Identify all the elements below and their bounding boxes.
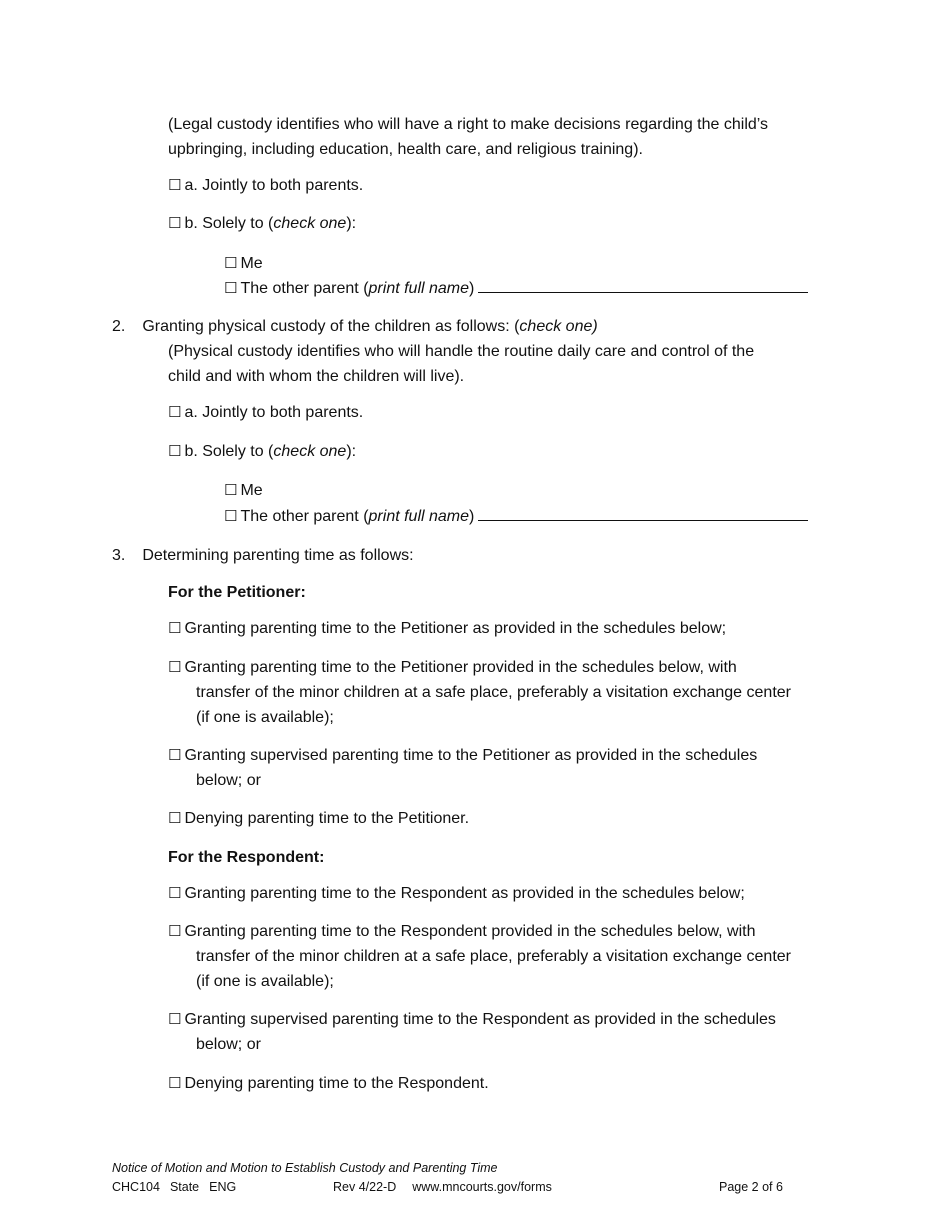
legal-opt-b-suffix: ): xyxy=(346,215,357,232)
physical-sole-me[interactable] xyxy=(224,478,263,503)
footer-form-code-text: CHC104 xyxy=(112,1180,160,1194)
petitioner-opt3-line1: Granting supervised parenting time to the Petitioner as provided in the schedules xyxy=(184,747,758,764)
footer-lang: ENG xyxy=(209,1180,237,1194)
checkbox-icon[interactable]: ☐ xyxy=(224,254,238,272)
petitioner-opt2-line3: (if one is available); xyxy=(196,709,334,726)
checkbox-icon[interactable]: ☐ xyxy=(168,214,182,232)
respondent-option-1[interactable] xyxy=(168,881,745,906)
legal-option-sole[interactable] xyxy=(168,211,356,236)
respondent-opt2-line3: (if one is available); xyxy=(196,973,334,990)
legal-custody-note xyxy=(168,112,768,162)
footer-page-number xyxy=(719,1179,783,1196)
petitioner-opt1-label: Granting parenting time to the Petitioner as provided in the schedules below; xyxy=(184,620,727,637)
physical-custody-heading xyxy=(112,314,598,339)
checkbox-icon[interactable]: ☐ xyxy=(168,809,182,827)
legal-opt-b-prefix: b. Solely to ( xyxy=(184,215,274,232)
physical-other-italic: print full name xyxy=(368,508,470,525)
physical-heading-italic: check one) xyxy=(519,318,598,335)
respondent-option-4[interactable] xyxy=(168,1071,489,1096)
petitioner-opt4-label: Denying parenting time to the Petitioner. xyxy=(184,810,470,827)
legal-option-joint[interactable] xyxy=(168,173,363,198)
legal-other-suffix: ) xyxy=(469,280,475,297)
physical-note-line2: child and with whom the children will live). xyxy=(168,368,465,385)
respondent-opt3-line1: Granting supervised parenting time to the Respondent as provided in the schedules xyxy=(184,1011,776,1028)
parenting-time-heading xyxy=(112,543,414,568)
petitioner-option-4[interactable] xyxy=(168,806,469,831)
petitioner-option-2[interactable] xyxy=(168,655,791,730)
petitioner-opt2-line2: transfer of the minor children at a safe place, preferably a visitation exchange center xyxy=(196,684,791,701)
footer-title-text: Notice of Motion and Motion to Establish Custody and Parenting Time xyxy=(112,1161,498,1175)
checkbox-icon[interactable]: ☐ xyxy=(168,1010,182,1028)
checkbox-icon[interactable]: ☐ xyxy=(168,1074,182,1092)
checkbox-icon[interactable]: ☐ xyxy=(168,658,182,676)
petitioner-label xyxy=(168,580,306,605)
petitioner-opt2-line1: Granting parenting time to the Petitioner provided in the schedules below, with xyxy=(184,659,737,676)
section-number: 3. xyxy=(112,547,126,564)
respondent-opt3-line2: below; or xyxy=(196,1036,261,1053)
footer-rev: Rev 4/22-D xyxy=(333,1180,397,1194)
footer-page-text: Page 2 of 6 xyxy=(719,1180,783,1194)
respondent-opt1-label: Granting parenting time to the Respondent as provided in the schedules below; xyxy=(184,885,745,902)
physical-opt-a-label: a. Jointly to both parents. xyxy=(184,404,364,421)
section-number: 2. xyxy=(112,318,126,335)
checkbox-icon[interactable]: ☐ xyxy=(168,403,182,421)
legal-other-name-field[interactable] xyxy=(478,276,808,293)
legal-sole-me[interactable] xyxy=(224,251,263,276)
checkbox-icon[interactable]: ☐ xyxy=(168,619,182,637)
footer-form-code xyxy=(112,1179,236,1196)
petitioner-opt3-line2: below; or xyxy=(196,772,261,789)
physical-other-name-field[interactable] xyxy=(478,504,808,521)
physical-custody-note xyxy=(168,339,754,389)
legal-note-line1: (Legal custody identifies who will have a right to make decisions regarding the child’s xyxy=(168,116,769,133)
footer-rev-url xyxy=(333,1179,552,1196)
checkbox-icon[interactable]: ☐ xyxy=(168,176,182,194)
legal-me-label: Me xyxy=(240,255,263,272)
respondent-opt2-line1: Granting parenting time to the Respondent provided in the schedules below, with xyxy=(184,923,756,940)
physical-sole-other-parent[interactable] xyxy=(224,504,808,529)
respondent-option-2[interactable] xyxy=(168,919,791,994)
physical-opt-b-prefix: b. Solely to ( xyxy=(184,443,274,460)
petitioner-label-text: For the Petitioner: xyxy=(168,584,306,601)
footer-title xyxy=(112,1160,498,1177)
physical-other-prefix: The other parent ( xyxy=(240,508,369,525)
footer-url[interactable]: www.mncourts.gov/forms xyxy=(412,1180,552,1194)
checkbox-icon[interactable]: ☐ xyxy=(224,279,238,297)
footer-state: State xyxy=(169,1180,200,1194)
physical-note-line1: (Physical custody identifies who will handle the routine daily care and control of the xyxy=(168,343,755,360)
physical-option-joint[interactable] xyxy=(168,400,363,425)
checkbox-icon[interactable]: ☐ xyxy=(168,442,182,460)
respondent-opt4-label: Denying parenting time to the Respondent. xyxy=(184,1075,489,1092)
physical-opt-b-italic: check one xyxy=(273,443,347,460)
legal-sole-other-parent[interactable] xyxy=(224,276,808,301)
legal-other-italic: print full name xyxy=(368,280,470,297)
legal-opt-b-italic: check one xyxy=(273,215,347,232)
physical-heading-prefix: Granting physical custody of the children as follows: ( xyxy=(142,318,520,335)
petitioner-option-3[interactable] xyxy=(168,743,757,793)
respondent-opt2-line2: transfer of the minor children at a safe place, preferably a visitation exchange center xyxy=(196,948,791,965)
checkbox-icon[interactable]: ☐ xyxy=(168,884,182,902)
physical-me-label: Me xyxy=(240,482,263,499)
checkbox-icon[interactable]: ☐ xyxy=(168,922,182,940)
checkbox-icon[interactable]: ☐ xyxy=(224,481,238,499)
checkbox-icon[interactable]: ☐ xyxy=(224,507,238,525)
respondent-label xyxy=(168,845,324,870)
respondent-option-3[interactable] xyxy=(168,1007,776,1057)
legal-note-line2: upbringing, including education, health care, and religious training). xyxy=(168,141,643,158)
legal-opt-a-label: a. Jointly to both parents. xyxy=(184,177,364,194)
parenting-heading-text: Determining parenting time as follows: xyxy=(142,547,414,564)
physical-opt-b-suffix: ): xyxy=(346,443,357,460)
physical-other-suffix: ) xyxy=(469,508,475,525)
legal-other-prefix: The other parent ( xyxy=(240,280,369,297)
petitioner-option-1[interactable] xyxy=(168,616,726,641)
checkbox-icon[interactable]: ☐ xyxy=(168,746,182,764)
respondent-label-text: For the Respondent: xyxy=(168,849,325,866)
physical-option-sole[interactable] xyxy=(168,439,356,464)
